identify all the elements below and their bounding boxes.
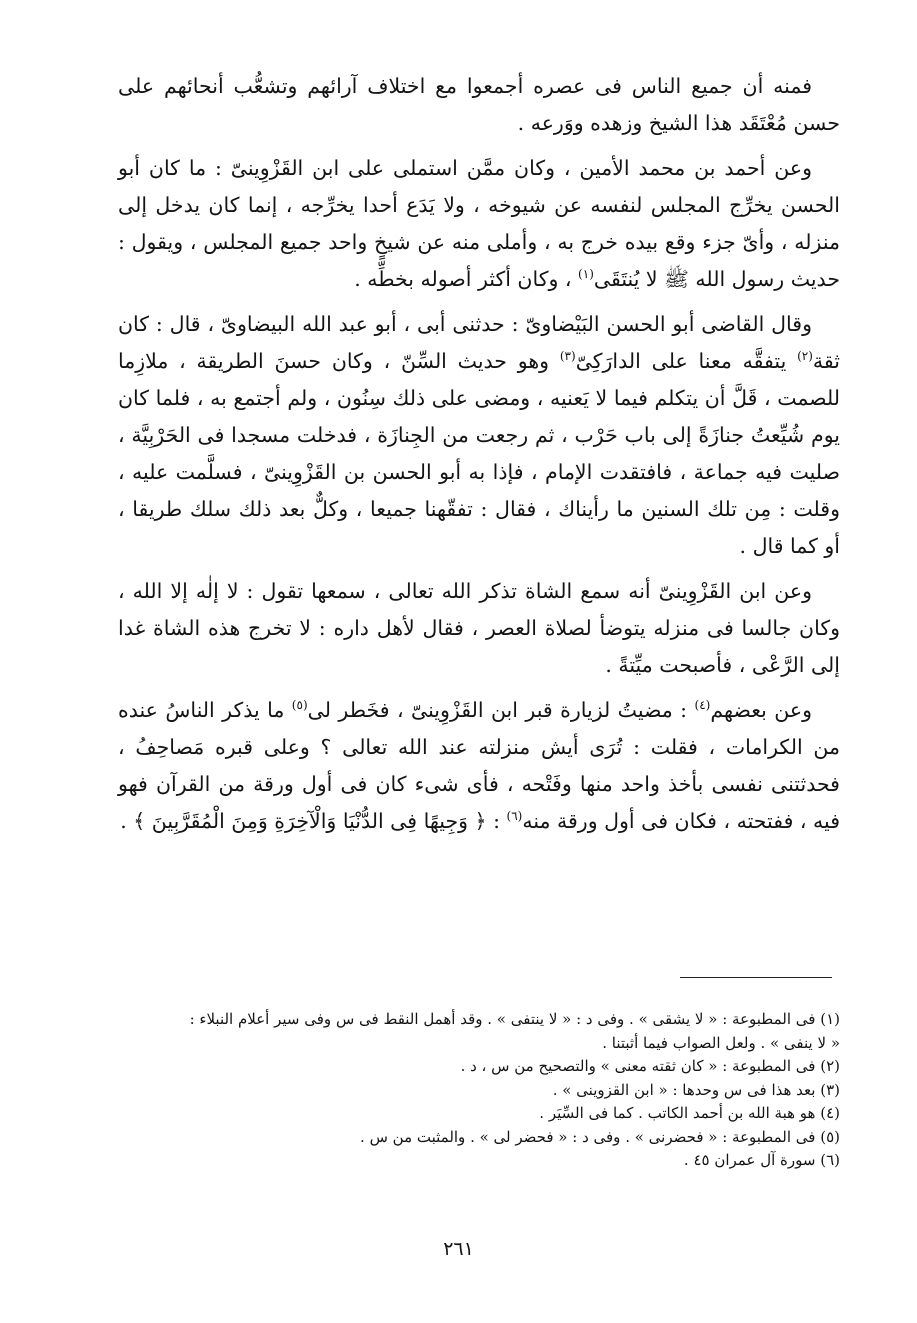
footnote-marker: (٤) <box>694 698 711 713</box>
text-segment: وهو حديث السِّنّ ، وكان حسنَ الطريقة ، ملازِما للصمت ، قَلَّ أن يتكلم فيما لا يَعنيه ، ومضى على ذلك سِنُون ، ولم أجتمع به ، فلما كان يوم شُيِّعتُ جنازَةً إلى باب حَرْب ، ثم رجعت من الجِنازَة ، فدخلت مسجدا فى الحَرْبِيَّة ، صليت فيه جماعة ، فافتقدت الإمام ، فإذا به أبو الحسن بن القَزْوِينىّ ، فسلَّمت عليه ، وقلت : مِن تلك السنين ما رأيناك ، فقال : تفقّهنا جميعا ، وكلٌّ بعد ذلك سلك طريقا ، أو كما قال . <box>118 349 840 558</box>
footnote-separator <box>680 977 832 978</box>
page-number: ٢٦١ <box>443 1238 474 1260</box>
footnote-line: (١) فى المطبوعة : « لا يشقى » . وفى د : « لا ينتفى » . وقد أهمل النقط فى س وفى سير أعلام النبلاء : <box>189 1010 840 1028</box>
footnote-marker: (٦) <box>506 809 523 824</box>
footnote-line: (٥) فى المطبوعة : « فحضرنى » . وفى د : « فحضر لى » . والمثبت من س . <box>360 1127 840 1146</box>
text-segment: ، وكان أكثر أصوله بخطِّه . <box>354 267 579 291</box>
footnote-line: (٢) فى المطبوعة : « كان ثقته معنى » والتصحيح من س ، د . <box>460 1057 840 1075</box>
text-segment: : ﴿ وَجِيهًا فِى الدُّنْيَا وَالْآخِرَةِ وَمِنَ الْمُقَرَّبِينَ ﴾ . <box>120 809 507 833</box>
text-segment: : مضيتُ لزيارة قبر ابن القَزْوِينىّ ، فخَطر لى <box>307 698 695 722</box>
text-segment: وعن ابن القَزْوِينىّ أنه سمع الشاة تذكر الله تعالى ، سمعها تقول : لا إلٰه إلا الله ، وكان جالسا فى منزله يتوضأ لصلاة العصر ، فقال لأهل داره : لا تخرج هذه الشاة غدا إلى الرَّعْى ، فأصبحت ميِّتةً . <box>118 579 840 677</box>
footnote-marker: (١) <box>578 267 594 282</box>
paragraph <box>118 150 840 298</box>
footnote-line: « لا ينفى » . ولعل الصواب فيما أثبتنا . <box>602 1033 840 1052</box>
main-text <box>118 68 840 840</box>
paragraph <box>118 306 840 565</box>
paragraph <box>118 68 840 142</box>
text-segment: فمنه أن جميع الناس فى عصره أجمعوا مع اختلاف آرائهم وتشعُّب أنحائهم على حسن مُعْتَقَد هذا الشيخ وزهده ووَرعه . <box>118 74 840 135</box>
footnote-marker: (٢) <box>797 349 813 364</box>
footnotes <box>118 1008 840 1173</box>
text-segment: وعن بعضهم <box>710 698 812 722</box>
text-segment: ما يذكر الناسُ عنده من الكرامات ، فقلت : تُرَى أيش منزلته عند الله تعالى ؟ وعلى قبره مَصاحِفُ ، فحدثتنى نفسى بأخذ واحد منها وفَتْحه ، فأى شىء كان فى أول ورقة من القرآن فهو فيه ، ففتحته ، فكان فى أول ورقة منه <box>118 698 840 833</box>
paragraph <box>118 573 840 684</box>
footnote-line: (٣) بعد هذا فى س وحدها : « ابن القزوينى » . <box>552 1080 840 1099</box>
text-segment: وقال القاضى أبو الحسن البَيْضاوىّ : حدثنى أبى ، أبو عبد الله البيضاوىّ ، قال : كان ثقة <box>118 312 840 373</box>
text-segment: يتفقَّه معنا على الدارَكِىّ <box>575 349 798 373</box>
footnote-line: (٤) هو هبة الله بن أحمد الكاتب . كما فى السِّيَر . <box>539 1104 840 1122</box>
footnote-marker: (٣) <box>559 349 576 364</box>
footnote-line: (٦) سورة آل عمران ٤٥ . <box>683 1151 840 1169</box>
footnote-marker: (٥) <box>291 698 308 713</box>
paragraph <box>118 692 840 840</box>
text-segment: وعن أحمد بن محمد الأمين ، وكان ممَّن استملى على ابن القَزْوِينىّ : ما كان أبو الحسن يخرِّج المجلس لنفسه عن شيوخه ، ولا يَدَع أحدا يخرِّجه ، إنما كان يدخل إلى منزله ، وأىّ جزء وقع بيده خرج به ، وأملى منه عن شيخٍ واحد جميع المجلس ، ويقول : حديث رسول الله ﷺ لا يُنتَقَى <box>118 156 840 291</box>
